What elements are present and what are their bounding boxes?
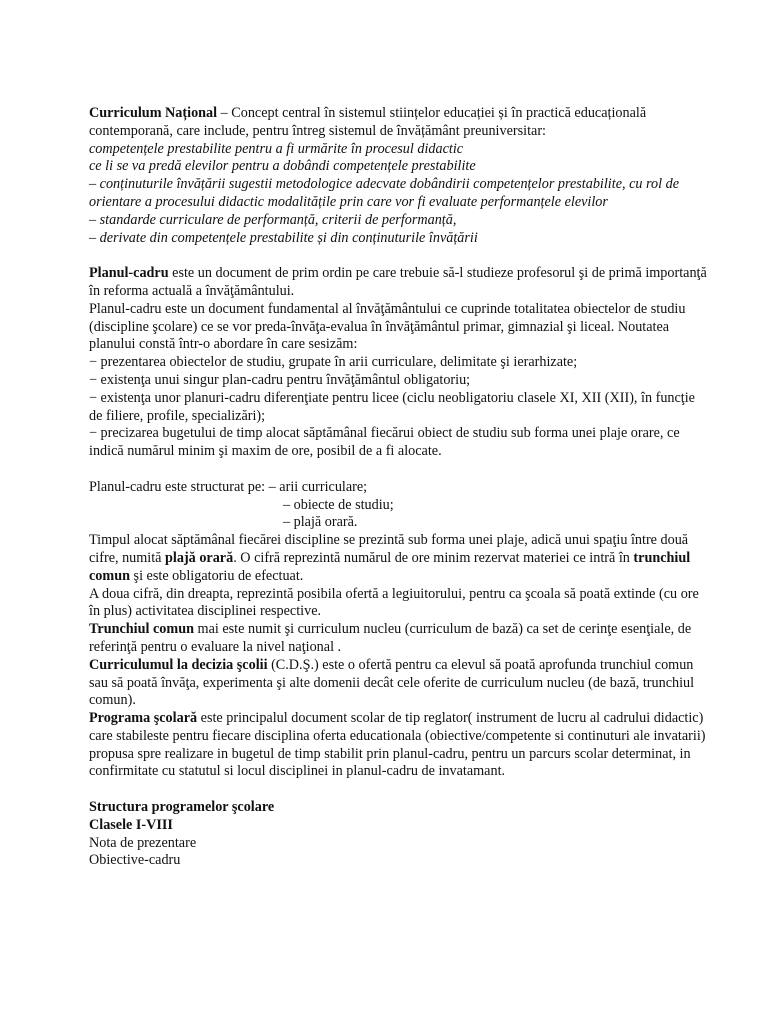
section-item: Obiective-cadru	[89, 852, 181, 869]
term-trunchiul-comun: trunchiul comun	[89, 549, 691, 584]
paragraph-timp-alocat	[89, 532, 708, 585]
paragraph-programa-scolara	[89, 710, 708, 781]
pc-bullet: − existenţa unui singur plan-cadru pentru învăţământul obligatoriu;	[89, 371, 471, 388]
paragraph-cds	[89, 657, 708, 710]
paragraph-curriculum-national	[89, 105, 708, 141]
section-item: Nota de prezentare	[89, 834, 197, 851]
pc-bullet: − existenţa unor planuri-cadru diferenţiate pentru licee (ciclu neobligatoriu clasele XI, XII (XII), în funcţie de filiere, profile, specializări);	[89, 389, 695, 424]
cn-item: – derivate din competențele prestabilite și din conținuturile învățării	[89, 229, 478, 246]
cn-item: competențele prestabilite pentru a fi urmărite în procesul didactic	[89, 140, 464, 157]
section-heading	[89, 799, 708, 817]
subheading-text: Clasele I-VIII	[89, 816, 173, 833]
paragraph-planul-cadru-def: Planul-cadru este un document fundamental al învăţământului ce cuprinde totalitatea obiectelor de studiu (discipline şcolare) ce se vor preda-învăţa-evalua în învăţământul primar, gimnazial şi liceal. Noutatea planului constă într-o abordare în care sesizăm:	[89, 300, 686, 353]
structure-item: – obiecte de studiu;	[283, 496, 394, 513]
structure-intro: Planul-cadru este structurat pe:	[89, 478, 269, 495]
paragraph-text: (C.D.Ş.) este o ofertă pentru ca elevul să poată aprofunda trunchiul comun sau să poată învăţa, experimenta şi alte domenii decât cele oferite de curriculum nucleu (de bază, trunchiul comun).	[89, 656, 695, 709]
definition-text: – Concept central în sistemul stiințelor educației și în practică educațională contemporană, care include, pentru întreg sistemul de învățământ preuniversitar:	[89, 105, 647, 139]
pc-bullet: − prezentarea obiectelor de studiu, grupate în arii curriculare, delimitate şi ierarhizate;	[89, 354, 578, 371]
pc-bullet: − precizarea bugetului de timp alocat săptămânal fiecărui obiect de studiu sub forma unei plaje orare, ce indică numărul minim şi maxim de ore, posibil de a fi alocate.	[89, 425, 680, 460]
structure-item: – arii curriculare;	[268, 478, 368, 495]
paragraph-text: mai este numit şi curriculum nucleu (curriculum de bază) ca set de cerinţe esenţiale, de referinţă pentru o evaluare la nivel naţional .	[89, 621, 692, 655]
term-planul-cadru: Planul-cadru	[89, 265, 169, 282]
structure-list	[89, 479, 708, 532]
cn-item: – standarde curriculare de performanță, criterii de performanță,	[89, 211, 457, 228]
heading-text: Structura programelor şcolare	[89, 799, 275, 816]
term-trunchiul-comun-heading: Trunchiul comun	[89, 621, 194, 638]
cn-item: – conținuturile învățării sugestii metodologice adecvate dobândirii competențelor prestabilite, cu rol de orientare a procesului didactic modalitățile prin care vor fi evaluate performanțele elevilor	[89, 176, 679, 210]
paragraph-a-doua-cifra: A doua cifră, din dreapta, reprezintă posibila ofertă a legiuitorului, pentru ca şcoala să poată extinde (cu ore în plus) activitatea disciplinei respective.	[89, 585, 699, 620]
spacer	[89, 247, 708, 265]
term-curriculum-national: Curriculum Național	[89, 105, 218, 121]
paragraph-text: şi este obligatoriu de efectuat.	[130, 567, 304, 584]
paragraph-text: . O cifră reprezintă numărul de ore minim rezervat materiei ce intră în	[233, 549, 634, 566]
paragraph-trunchiul-comun	[89, 621, 708, 657]
spacer	[89, 781, 708, 799]
cn-item: ce li se va predă elevilor pentru a dobândi competențele prestabilite	[89, 158, 476, 175]
section-subheading	[89, 817, 708, 835]
spacer	[89, 461, 708, 479]
paragraph-text: este un document de prim ordin pe care trebuie să-l studieze profesorul şi de primă importanţă în reforma actuală a învăţământului.	[89, 265, 707, 299]
paragraph-planul-cadru	[89, 265, 708, 301]
term-programa-scolara: Programa şcolară	[89, 710, 198, 727]
term-cds: Curriculumul la decizia şcolii	[89, 656, 268, 673]
paragraph-text: Timpul alocat săptămânal fiecărei discipline se prezintă sub forma unei plaje, adică unui spaţiu între două cifre, numită	[89, 532, 689, 566]
term-plaja-orara: plajă orară	[165, 549, 234, 566]
structure-item: – plajă orară.	[283, 514, 358, 531]
paragraph-text: este principalul document scolar de tip reglator( instrument de lucru al cadrului didactic) care stabileste pentru fiecare disciplina oferta educationala (obiective/competente si continuturi ale invatarii) propusa spre realizare in bugetul de timp stabilit prin planul-cadru, pentru un parcurs scolar determinat, in confirmitate cu statutul si locul disciplinei in planul-cadru de invatamant.	[89, 710, 706, 780]
